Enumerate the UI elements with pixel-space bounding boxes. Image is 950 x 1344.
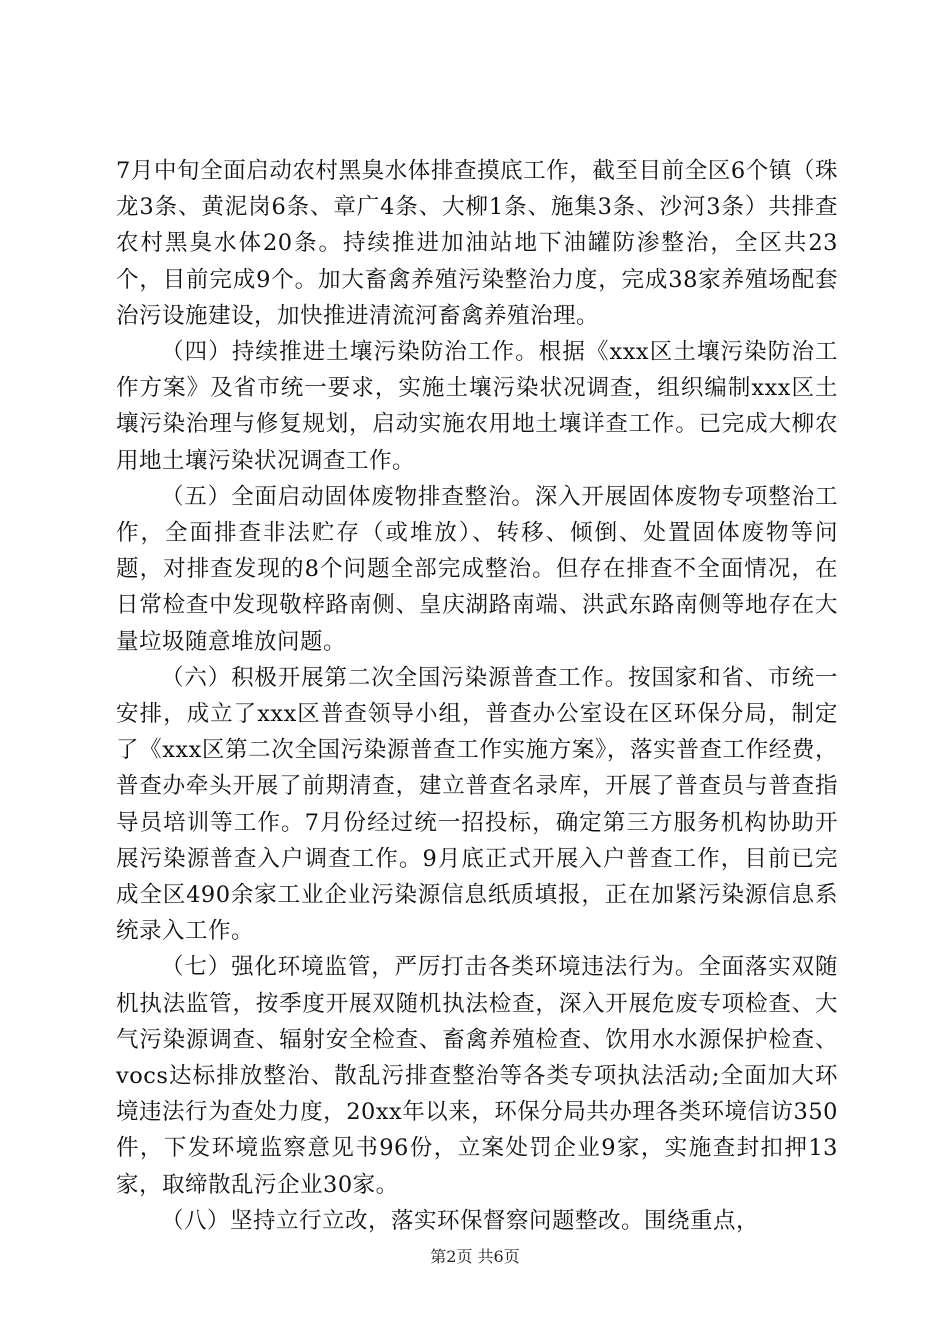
page-number-footer: 第2页 共6页	[430, 1247, 520, 1266]
paragraph-environmental-supervision: （七）强化环境监管，严厉打击各类环境违法行为。全面落实双随机执法监管，按季度开展双随机执法检查，深入开展危废专项检查、大气污染源调查、辐射安全检查、畜禽养殖检查、饮用水水源保护检查、vocs达标排放整治、散乱污排查整治等各类专项执法活动;全面加大环境违法行为查处力度，20xx年以来，环保分局共办理各类环境信访350件，下发环境监察意见书96份，立案处罚企业9家，实施查封扣押13家，取缔散乱污企业30家。	[116, 954, 838, 1198]
paragraph-rural-water: 7月中旬全面启动农村黑臭水体排查摸底工作，截至目前全区6个镇（珠龙3条、黄泥岗6条、章广4条、大柳1条、施集3条、沙河3条）共排查农村黑臭水体20条。持续推进加油站地下油罐防渗整治，全区共23个，目前完成9个。加大畜禽养殖污染整治力度，完成38家养殖场配套治污设施建设，加快推进清流河畜禽养殖治理。	[116, 158, 838, 329]
paragraph-soil-pollution: （四）持续推进土壤污染防治工作。根据《xxx区土壤污染防治工作方案》及省市统一要求，实施土壤污染状况调查，组织编制xxx区土壤污染治理与修复规划，启动实施农用地土壤详查工作。已完成大柳农用地土壤污染状况调查工作。	[116, 339, 838, 474]
paragraph-solid-waste: （五）全面启动固体废物排查整治。深入开展固体废物专项整治工作，全面排查非法贮存（或堆放）、转移、倾倒、处置固体废物等问题，对排查发现的8个问题全部完成整治。但存在排查不全面情况，在日常检查中发现敬梓路南侧、皇庆湖路南端、洪武东路南侧等地存在大量垃圾随意堆放问题。	[116, 483, 838, 655]
paragraph-inspection-rectification: （八）坚持立行立改，落实环保督察问题整改。围绕重点，	[161, 1207, 760, 1234]
paragraph-pollution-census: （六）积极开展第二次全国污染源普查工作。按国家和省、市统一安排，成立了xxx区普查领导小组，普查办公室设在区环保分局，制定了《xxx区第二次全国污染源普查工作实施方案》，落实普查工作经费，普查办牵头开展了前期清查，建立普查名录库，开展了普查员与普查指导员培训等工作。7月份经过统一招投标，确定第三方服务机构协助开展污染源普查入户调查工作。9月底正式开展入户普查工作，目前已完成全区490余家工业企业污染源信息纸质填报，正在加紧污染源信息系统录入工作。	[116, 664, 838, 945]
document-body	[116, 153, 838, 1239]
